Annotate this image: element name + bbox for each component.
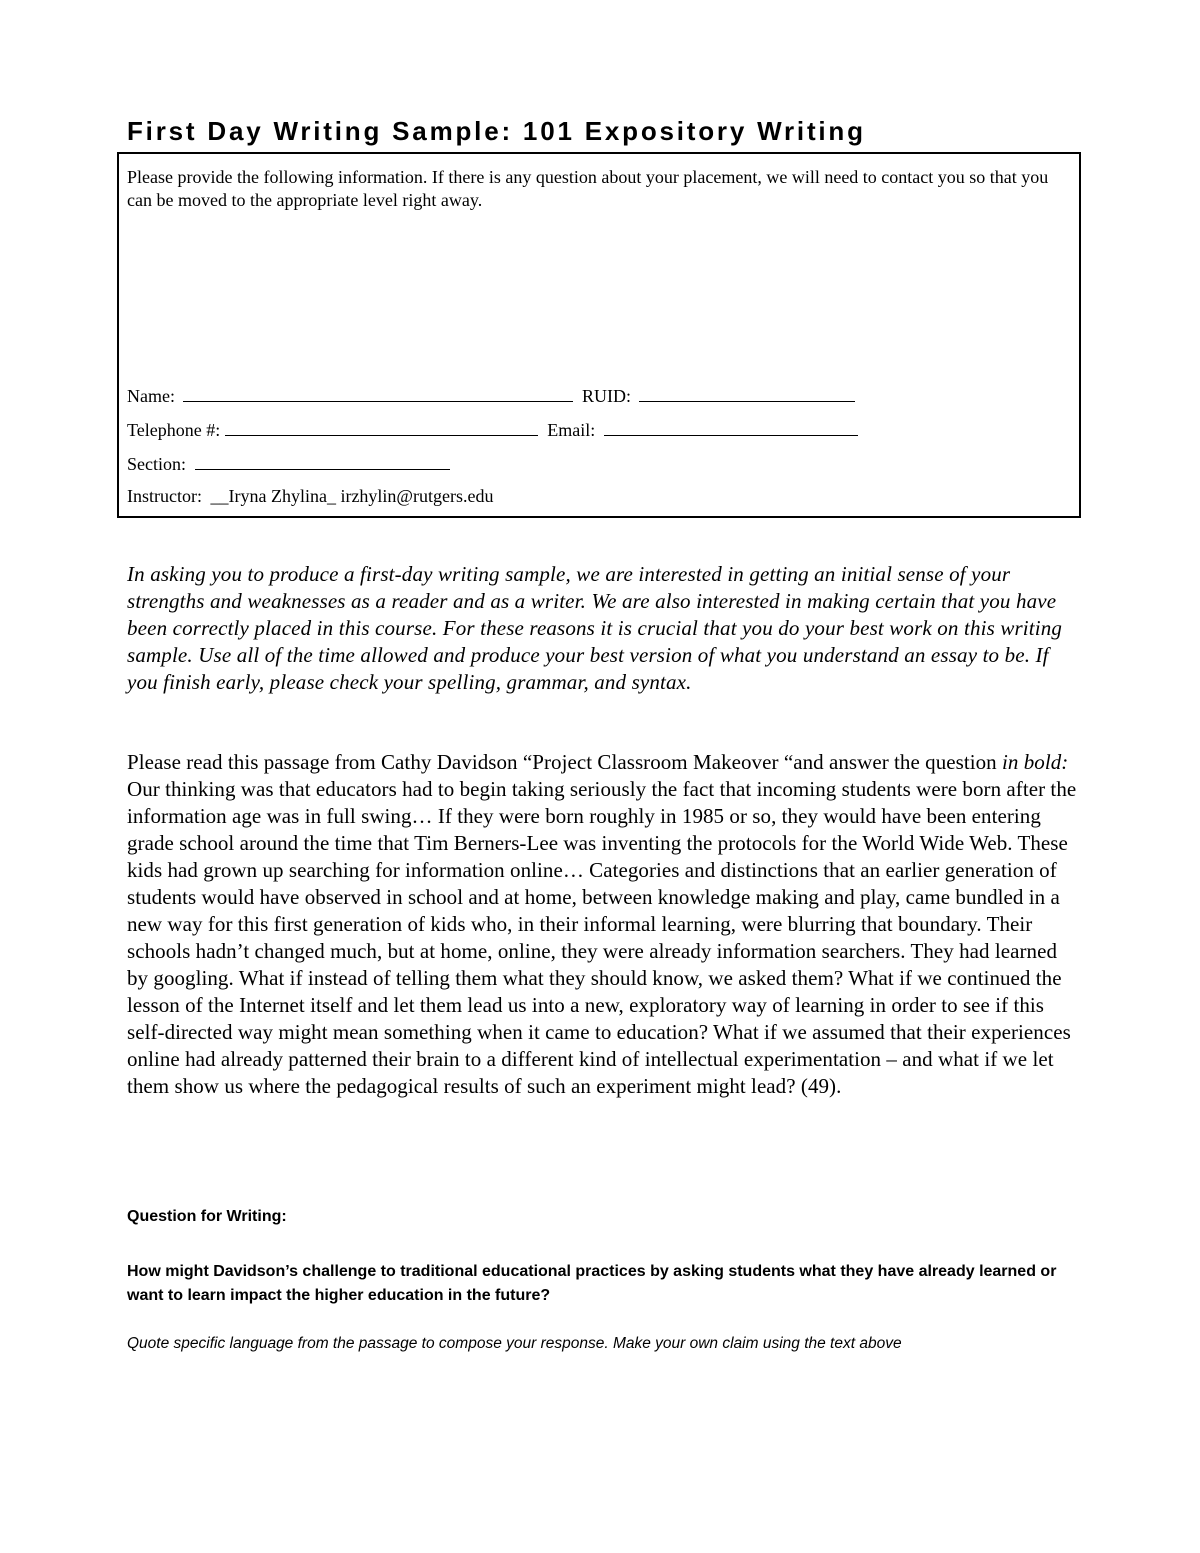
instructions-paragraph: In asking you to produce a first-day writing sample, we are interested in getting an initial sense of your strengths and weaknesses as a reader and as a writer. We are also interested in making certain that you have been correctly placed in this course. For these reasons it is crucial that you do your best work on this writing sample. Use all of the time allowed and produce your best version of what you understand an essay to be. If you finish early, please check your spelling, grammar, and syntax. [127, 562, 1063, 694]
page-title: First Day Writing Sample: 101 Expository Writing [127, 116, 866, 146]
section-field[interactable] [195, 451, 450, 470]
email-label: Email: [547, 420, 596, 440]
name-label: Name: [127, 386, 175, 406]
quote-note: Quote specific language from the passage to compose your response. Make your own claim using the text above [127, 1335, 902, 1352]
question-heading: Question for Writing: [127, 1208, 287, 1225]
name-ruid-row [127, 383, 855, 407]
passage-intro: Please read this passage from Cathy Davidson “Project Classroom Makeover “and answer the question [127, 750, 1003, 774]
instructor-row [127, 485, 493, 507]
student-info-form [117, 152, 1081, 518]
instructor-label: Instructor: [127, 486, 202, 506]
form-intro-text: Please provide the following information. If there is any question about your placement, we will need to contact you so that you can be moved to the appropriate level right away. [127, 167, 1049, 210]
section-label: Section: [127, 454, 186, 474]
passage-intro-emphasis: in bold: [1002, 750, 1069, 774]
name-field[interactable] [183, 383, 573, 402]
email-field[interactable] [604, 417, 858, 436]
passage-text: Our thinking was that educators had to begin taking seriously the fact that incoming students were born after the information age was in full swing… If they were born roughly in 1985 or so, they would have been entering grade school around the time that Tim Berners-Lee was inventing the protocols for the World Wide Web. These kids had grown up searching for information online… Categories and distinctions that an earlier generation of students would have observed in school and at home, between knowledge making and play, came bundled in a new way for this first generation of kids who, in their informal learning, were blurring that boundary. Their schools hadn’t changed much, but at home, online, they were already information searchers. They had learned by googling. What if instead of telling them what they should know, we asked them? What if we continued the lesson of the Internet itself and let them lead us into a new, exploratory way of learning in order to see if this self-directed way might mean something when it came to education? What if we assumed that their experiences online had already patterned their brain to a different kind of intellectual experimentation – and what if we let them show us where the pedagogical results of such an experiment might lead? (49). [127, 777, 1077, 1098]
section-row [127, 451, 450, 475]
passage-block [127, 749, 1077, 1100]
ruid-label: RUID: [581, 386, 631, 406]
telephone-email-row [127, 417, 858, 441]
telephone-label: Telephone #: [127, 420, 221, 440]
ruid-field[interactable] [639, 383, 855, 402]
writing-question: How might Davidson’s challenge to traditional educational practices by asking students what they have already learned or want to learn impact the higher education in the future? [127, 1263, 1057, 1304]
instructor-value: __Iryna Zhylina_ irzhylin@rutgers.edu [210, 486, 494, 506]
telephone-field[interactable] [225, 417, 538, 436]
